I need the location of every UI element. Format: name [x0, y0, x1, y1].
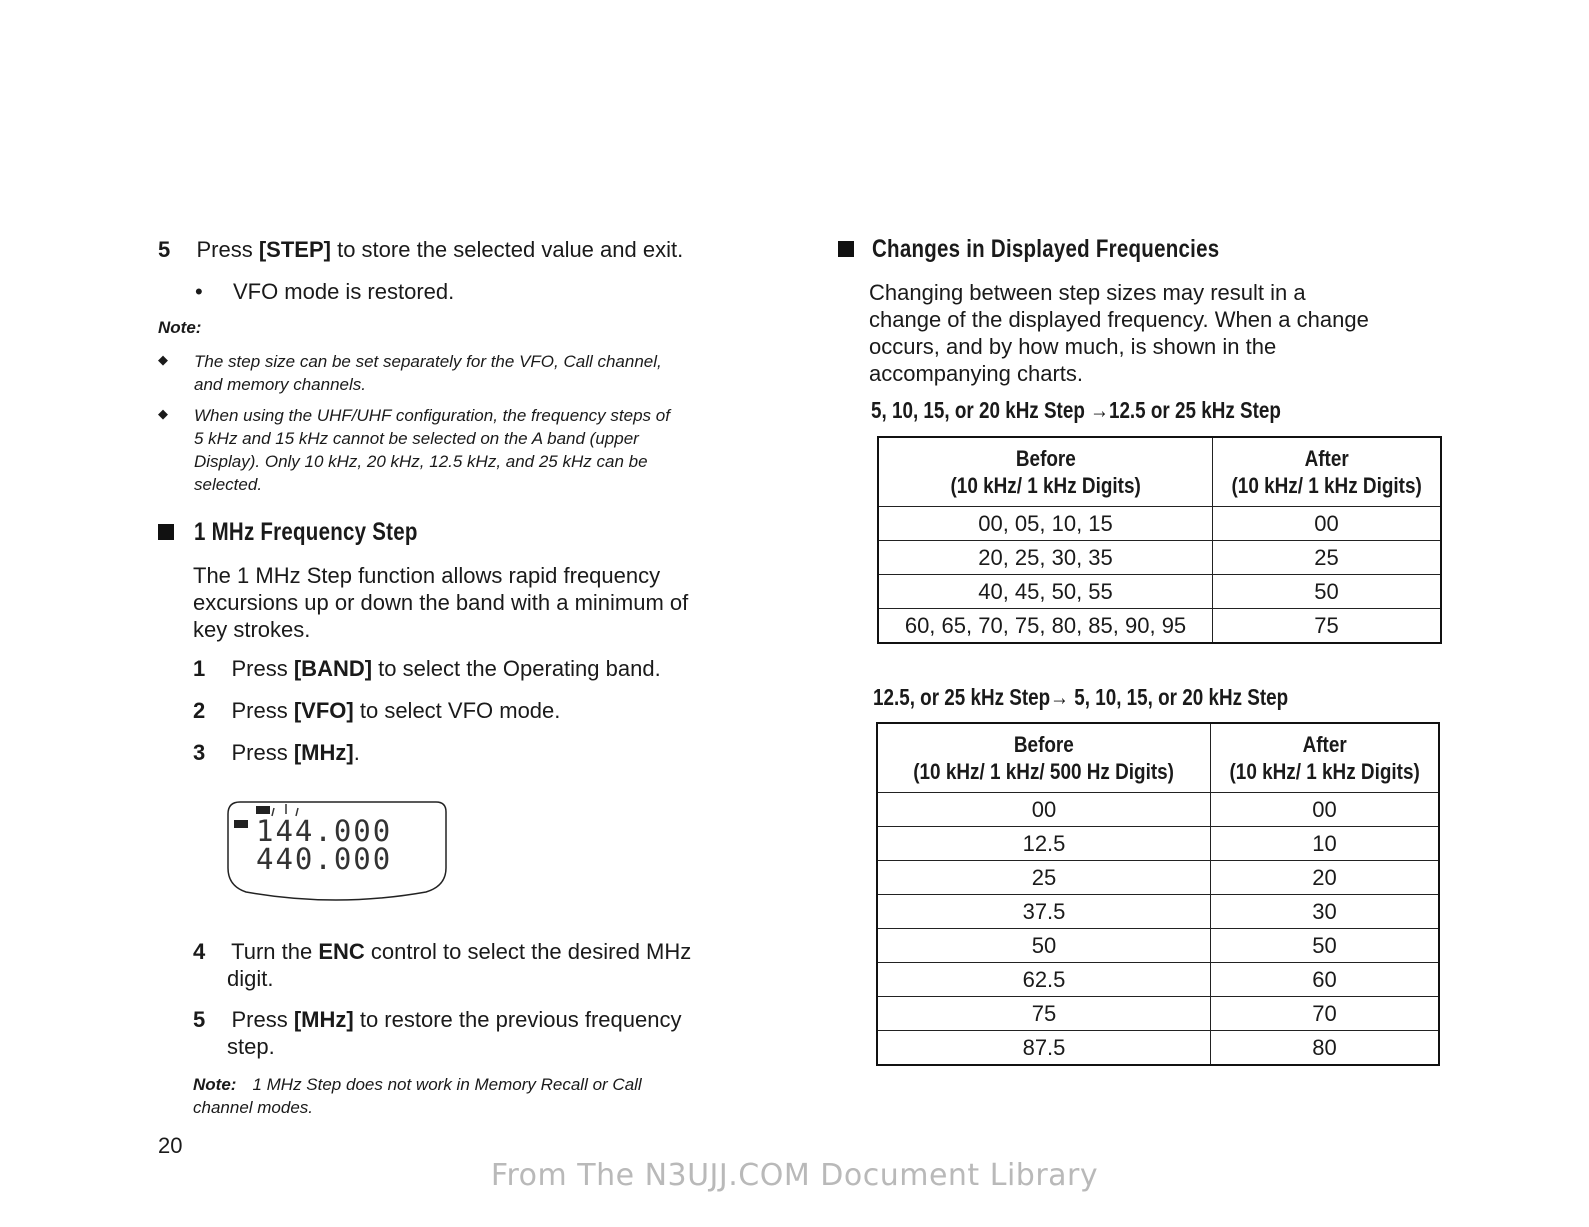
step-5-restore: 5 Press [MHz] to restore the previous frequency step. [193, 1007, 682, 1059]
table-row: 60, 65, 70, 75, 80, 85, 90, 95 75 [878, 609, 1441, 644]
table-row: 75 70 [877, 997, 1439, 1031]
section-intro: The 1 MHz Step function allows rapid frequency excursions up or down the band with a minimum of key strokes. [193, 563, 689, 642]
section-heading-1mhz: 1 MHz Frequency Step [158, 517, 467, 547]
note-label: Note: [158, 318, 202, 337]
step-change-table-2 [876, 722, 1440, 1066]
table-header-after: After (10 kHz/ 1 kHz Digits) [1213, 437, 1442, 507]
step-list [193, 655, 661, 781]
table-row: 50 50 [877, 929, 1439, 963]
table-1-title: 5, 10, 15, or 20 kHz Step →12.5 or 25 kHz Step [871, 397, 1281, 423]
bottom-note: Note: 1 MHz Step does not work in Memory Recall or Call channel modes. [193, 1075, 642, 1117]
step-4: 4 Turn the ENC control to select the desired MHz digit. [193, 939, 692, 991]
library-footer: From The N3UJJ.COM Document Library [490, 1158, 1099, 1193]
lcd-display-illustration [226, 796, 448, 902]
section-heading-changes: Changes in Displayed Frequencies [838, 234, 1296, 264]
lcd-line-upper: 144.000 [256, 814, 393, 848]
table-row: 00, 05, 10, 15 00 [878, 507, 1441, 541]
step-change-table-1 [877, 436, 1442, 644]
step-5-store: 5 Press [STEP] to store the selected value and exit. [158, 237, 684, 262]
list-item: 3 Press [MHz]. [193, 740, 360, 765]
table-row: 20, 25, 30, 35 25 [878, 541, 1441, 575]
table-2-title: 12.5, or 25 kHz Step→ 5, 10, 15, or 20 kHz Step [873, 684, 1289, 710]
table-row: 12.5 10 [877, 827, 1439, 861]
table-header-after: After (10 kHz/ 1 kHz Digits) [1211, 723, 1440, 793]
table-row: 40, 45, 50, 55 50 [878, 575, 1441, 609]
note-list [158, 350, 758, 504]
bullet-dot: • [195, 279, 203, 304]
changes-intro: Changing between step sizes may result in a change of the displayed frequency. When a change occurs, and by how much, is shown in the accompanying charts. [869, 280, 1369, 386]
table-header-before: Before (10 kHz/ 1 kHz Digits) [878, 437, 1213, 507]
diamond-bullet-icon: ◆ [158, 352, 168, 367]
table-row: 37.5 30 [877, 895, 1439, 929]
lcd-line-lower: 440.000 [256, 842, 393, 876]
list-item: 1 Press [BAND] to select the Operating band. [193, 656, 661, 681]
mode-indicator-icon [234, 820, 248, 828]
square-bullet-icon [158, 524, 174, 540]
diamond-bullet-icon: ◆ [158, 406, 168, 421]
table-row: 00 00 [877, 793, 1439, 827]
table-header-before: Before (10 kHz/ 1 kHz/ 500 Hz Digits) [877, 723, 1211, 793]
table-row: 25 20 [877, 861, 1439, 895]
note-item: ◆ The step size can be set separately for the VFO, Call channel, and memory channels. [158, 352, 662, 394]
vfo-restored-bullet: • VFO mode is restored. [195, 279, 455, 304]
note-item: ◆ When using the UHF/UHF configuration, the frequency steps of 5 kHz and 15 kHz cannot be selected on the A band (upper Display). Only 10 kHz, 20 kHz, 12.5 kHz, and 25 kHz can be selected. [158, 406, 670, 494]
table-row: 87.5 80 [877, 1031, 1439, 1066]
square-bullet-icon [838, 241, 854, 257]
band-indicator-icon [256, 806, 270, 814]
list-item: 2 Press [VFO] to select VFO mode. [193, 698, 561, 723]
page-number: 20 [158, 1133, 183, 1158]
table-row: 62.5 60 [877, 963, 1439, 997]
